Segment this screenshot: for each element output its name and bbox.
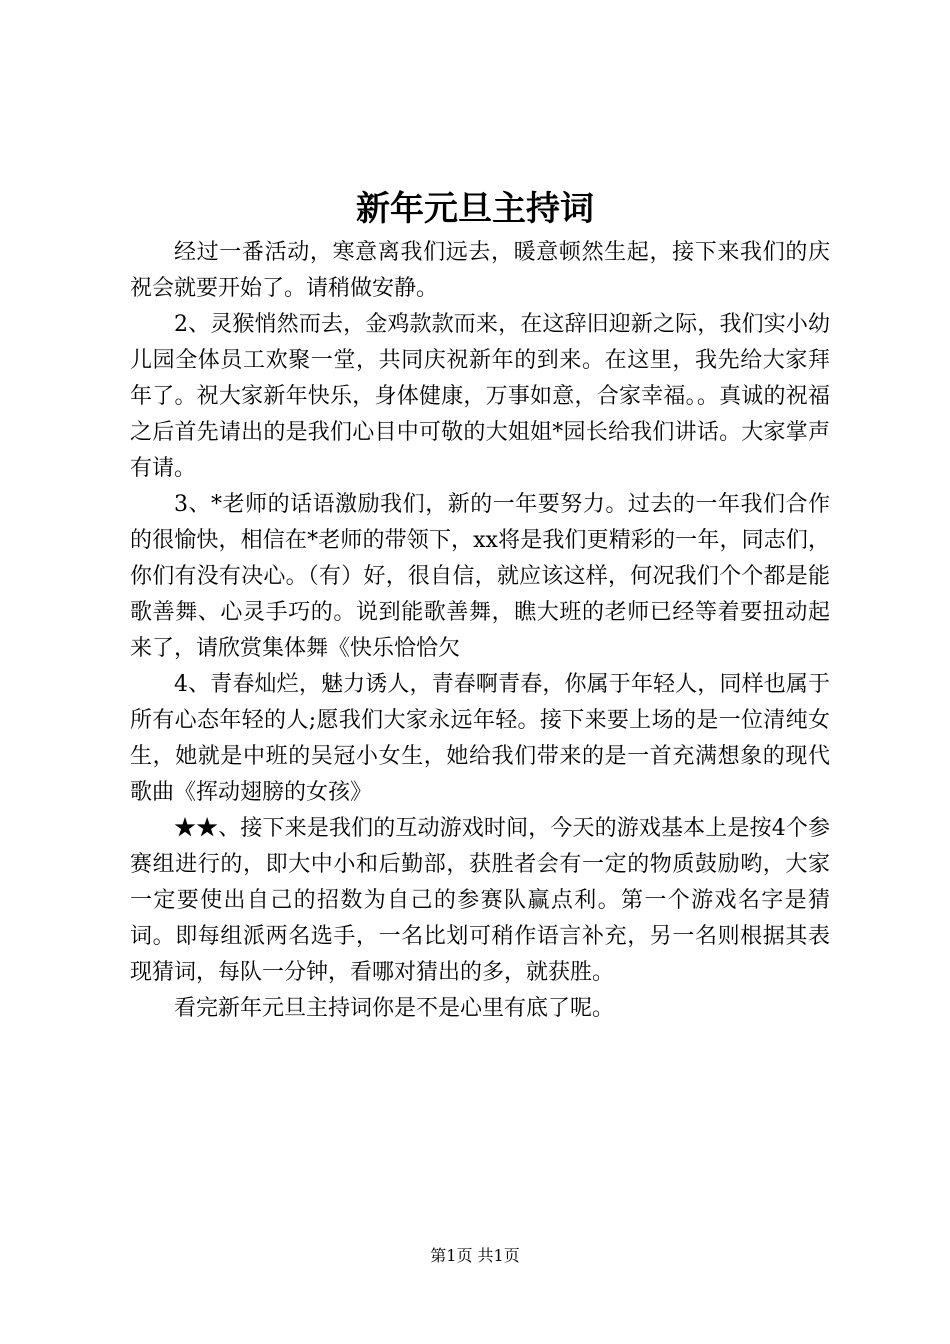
paragraph: 2、灵猴悄然而去，金鸡款款而来，在这辞旧迎新之际，我们实小幼儿园全体员工欢聚一堂，共同庆祝新年的到来。在这里，我先给大家拜年了。祝大家新年快乐，身体健康，万事如意，合家幸福。。真诚的祝福之后首先请出的是我们心目中可敬的大姐姐*园长给我们讲话。大家掌声有请。 [130,312,830,481]
paragraph: ★★、接下来是我们的互动游戏时间，今天的游戏基本上是按4个参赛组进行的，即大中小和后勤部，获胜者会有一定的物质鼓励哟，大家一定要使出自己的招数为自己的参赛队赢点利。第一个游戏名字是猜词。即每组派两名选手，一名比划可稍作语言补充，另一名则根据其表现猜词，每队一分钟，看哪对猜出的多，就获胜。 [130,816,830,985]
page-footer: 第1页 共1页 [430,1246,520,1265]
paragraph: 3、*老师的话语激励我们，新的一年要努力。过去的一年我们合作的很愉快，相信在*老师的带领下，xx将是我们更精彩的一年，同志们，你们有没有决心。（有）好，很自信，就应该这样，何况我们个个都是能歌善舞、心灵手巧的。说到能歌善舞，瞧大班的老师已经等着要扭动起来了，请欣赏集体舞《快乐恰恰欠 [130,492,830,661]
paragraph: 看完新年元旦主持词你是不是心里有底了呢。 [174,996,615,1021]
paragraph: 4、青春灿烂，魅力诱人，青春啊青春，你属于年轻人，同样也属于所有心态年轻的人;愿我们大家永远年轻。接下来要上场的是一位清纯女生，她就是中班的吴冠小女生，她给我们带来的是一首充满想象的现代歌曲《挥动翅膀的女孩》 [130,672,830,805]
paragraph: 经过一番活动，寒意离我们远去，暖意顿然生起，接下来我们的庆祝会就要开始了。请稍做安静。 [130,240,830,301]
document-title: 新年元旦主持词 [356,189,594,229]
document-body [130,235,830,1027]
